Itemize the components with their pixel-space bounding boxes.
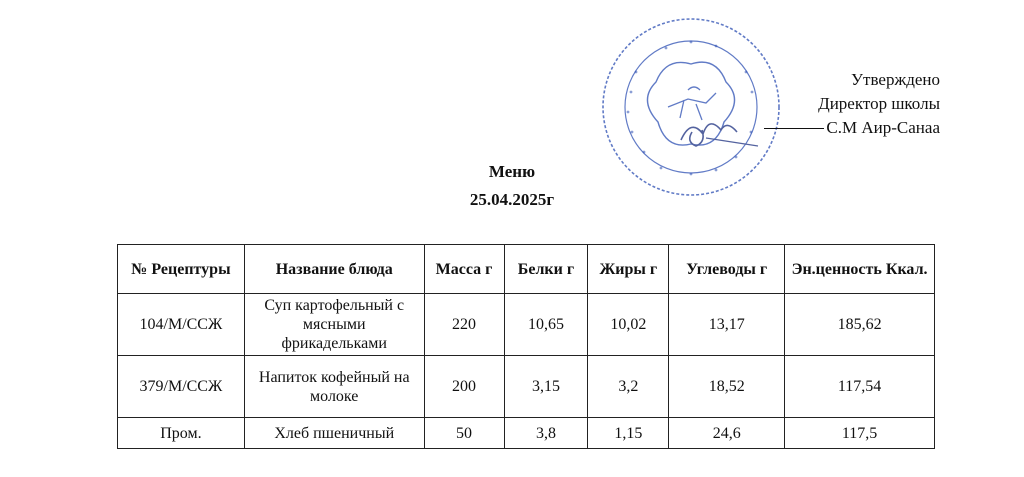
approval-status: Утверждено [851,70,940,89]
cell-fat: 3,2 [588,356,669,418]
menu-title: Меню [488,162,536,181]
header-recipe-number: № Рецептуры [118,245,245,294]
approval-position: Директор школы [818,94,940,113]
school-stamp-seal [596,12,786,202]
cell-protein: 3,8 [504,418,588,449]
cell-fat: 1,15 [588,418,669,449]
cell-recipe-number: 104/М/ССЖ [118,294,245,356]
cell-protein: 10,65 [504,294,588,356]
table-header-row [118,245,935,294]
cell-recipe-number: Пром. [118,418,245,449]
cell-mass: 50 [424,418,504,449]
header-mass: Масса г [424,245,504,294]
header-energy: Эн.ценность Ккал. [785,245,935,294]
table-row [118,294,935,356]
signature-underline [764,128,824,129]
cell-dish-name: Напиток кофейный на молоке [244,356,424,418]
cell-energy: 117,5 [785,418,935,449]
approval-signature-line [764,116,940,140]
approval-name: С.М Аир-Санаа [826,118,940,137]
cell-protein: 3,15 [504,356,588,418]
cell-mass: 200 [424,356,504,418]
cell-fat: 10,02 [588,294,669,356]
menu-title-block [422,158,602,214]
cell-energy: 185,62 [785,294,935,356]
header-dish-name: Название блюда [244,245,424,294]
table-row [118,356,935,418]
menu-table [117,244,935,449]
approval-block [764,68,940,140]
cell-dish-name: Хлеб пшеничный [244,418,424,449]
cell-dish-name: Суп картофельный с мясными фрикадельками [244,294,424,356]
cell-mass: 220 [424,294,504,356]
header-protein: Белки г [504,245,588,294]
cell-carbs: 13,17 [669,294,785,356]
header-fat: Жиры г [588,245,669,294]
cell-carbs: 24,6 [669,418,785,449]
cell-recipe-number: 379/М/ССЖ [118,356,245,418]
cell-energy: 117,54 [785,356,935,418]
header-carbs: Углеводы г [669,245,785,294]
table-row [118,418,935,449]
menu-date: 25.04.2025г [469,190,555,209]
cell-carbs: 18,52 [669,356,785,418]
